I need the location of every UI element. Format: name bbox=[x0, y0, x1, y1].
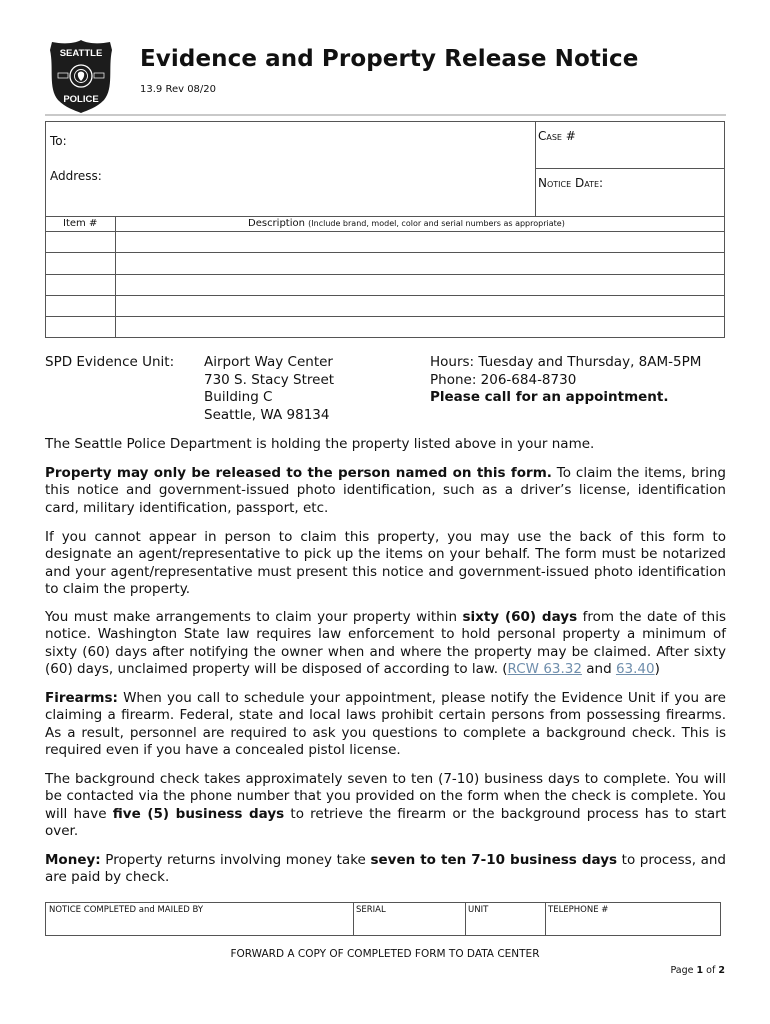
release-bold-text: Property may only be released to the person named on this form. bbox=[45, 465, 552, 481]
telephone-label: TELEPHONE # bbox=[548, 905, 609, 915]
page-total: 2 bbox=[718, 965, 725, 976]
spd-badge-logo bbox=[48, 38, 114, 114]
deadline-bold-text: sixty (60) days bbox=[462, 609, 578, 625]
evidence-unit-label: SPD Evidence Unit: bbox=[45, 354, 175, 370]
table-row-rule bbox=[46, 252, 725, 253]
address-line: 730 S. Stacy Street bbox=[204, 371, 335, 388]
deadline-and-text: and bbox=[581, 660, 616, 677]
background-text-b: to retrieve the firearm or the background process has to start over. bbox=[45, 805, 727, 839]
hours-text: Hours: Tuesday and Thursday, 8AM-5PM bbox=[430, 354, 702, 370]
serial-divider bbox=[353, 903, 354, 935]
firearms-text: When you call to schedule your appointment, please notify the Evidence Unit if you are claiming a firearm. Federal, state and local laws prohibit certain persons from possessing firearms. As a result, personnel are required to ask you questions to complete a background check. This is required even if you have a concealed pistol license. bbox=[45, 690, 726, 758]
money-paragraph bbox=[45, 852, 726, 887]
description-header-text: Description bbox=[248, 218, 305, 229]
serial-label: SERIAL bbox=[356, 905, 386, 915]
revision-label: 13.9 Rev 08/20 bbox=[140, 84, 217, 95]
item-column-divider bbox=[115, 216, 116, 338]
money-heading: Money: bbox=[45, 852, 101, 868]
case-column-divider bbox=[535, 122, 536, 216]
description-header-note: (Include brand, model, color and serial numbers as appropriate) bbox=[308, 219, 565, 228]
deadline-paragraph bbox=[45, 609, 726, 678]
background-bold-text: five (5) business days bbox=[112, 805, 285, 822]
appointment-text: Please call for an appointment. bbox=[430, 389, 669, 405]
table-row-rule bbox=[46, 316, 725, 317]
intro-paragraph: The Seattle Police Department is holding the property listed above in your name. bbox=[45, 436, 595, 452]
table-header-rule bbox=[46, 231, 725, 232]
unit-divider bbox=[465, 903, 466, 935]
phone-text: Phone: 206-684-8730 bbox=[430, 371, 577, 388]
rcw-63-32-link[interactable]: RCW 63.32 bbox=[507, 660, 582, 677]
unit-label: UNIT bbox=[468, 905, 489, 915]
agent-paragraph: If you cannot appear in person to claim this property, you may use the back of this form to designate an agent/representative to pick up the items on your behalf. The form must be notarized and your agent/representative must present this notice and government-issued photo identification to claim the property. bbox=[45, 529, 726, 597]
case-number-label: Case # bbox=[538, 129, 576, 143]
money-bold-text: seven to ten 7-10 business days bbox=[370, 852, 618, 868]
background-check-paragraph bbox=[45, 771, 726, 840]
deadline-text-a: You must make arrangements to claim your property within bbox=[45, 609, 463, 625]
evidence-unit-address bbox=[204, 354, 334, 424]
release-text: To claim the items, bring this notice and government-issued photo identification, such as a driver’s license, identification card, military identification, passport, etc. bbox=[45, 465, 726, 516]
deadline-text-b: from the date of this notice. Washington State law requires law enforcement to hold personal property a minimum of sixty (60) days after notifying the owner when and where the property may be claimed. After sixty (60) days, unclaimed property will be disposed of according to law. ( bbox=[45, 609, 726, 677]
notice-completed-table bbox=[45, 902, 721, 936]
money-text-b: to process, and are paid by check. bbox=[45, 852, 726, 886]
address-line: Seattle, WA 98134 bbox=[204, 406, 330, 423]
money-text-a: Property returns involving money take bbox=[100, 852, 371, 868]
page-number bbox=[670, 965, 725, 976]
case-date-divider bbox=[535, 168, 725, 169]
firearms-paragraph bbox=[45, 690, 726, 759]
deadline-close-paren: ) bbox=[654, 660, 660, 677]
header-divider bbox=[45, 114, 726, 116]
table-row-rule bbox=[46, 295, 725, 296]
address-line: Building C bbox=[204, 389, 273, 405]
table-row-rule bbox=[46, 274, 725, 275]
recipient-item-form bbox=[45, 121, 725, 338]
telephone-divider bbox=[545, 903, 546, 935]
background-text-a: The background check takes approximately seven to ten (7-10) business days to complete. You will be contacted via the phone number that you provided on the form when the check is complete. You will have bbox=[45, 771, 726, 822]
to-label: To: bbox=[50, 134, 67, 148]
badge-top-text: SEATTLE bbox=[59, 48, 103, 59]
rcw-63-40-link[interactable]: 63.40 bbox=[615, 660, 655, 677]
badge-bottom-text: POLICE bbox=[63, 94, 99, 105]
address-line: Airport Way Center bbox=[204, 354, 333, 370]
notice-completed-label: NOTICE COMPLETED and MAILED BY bbox=[49, 905, 204, 915]
release-paragraph bbox=[45, 465, 726, 517]
table-top-rule bbox=[46, 216, 725, 217]
page-of-word: of bbox=[706, 965, 716, 976]
item-column-header: Item # bbox=[63, 218, 98, 229]
page-title: Evidence and Property Release Notice bbox=[140, 46, 639, 72]
page-word: Page bbox=[670, 965, 694, 976]
address-label: Address: bbox=[50, 169, 102, 183]
page-current: 1 bbox=[696, 965, 704, 976]
notice-date-label: Notice Date: bbox=[538, 176, 604, 190]
firearms-heading: Firearms: bbox=[45, 690, 118, 706]
forward-instruction: FORWARD A COPY OF COMPLETED FORM TO DATA CENTER bbox=[230, 948, 540, 960]
description-column-header bbox=[248, 218, 565, 229]
evidence-unit-contact bbox=[430, 354, 701, 407]
